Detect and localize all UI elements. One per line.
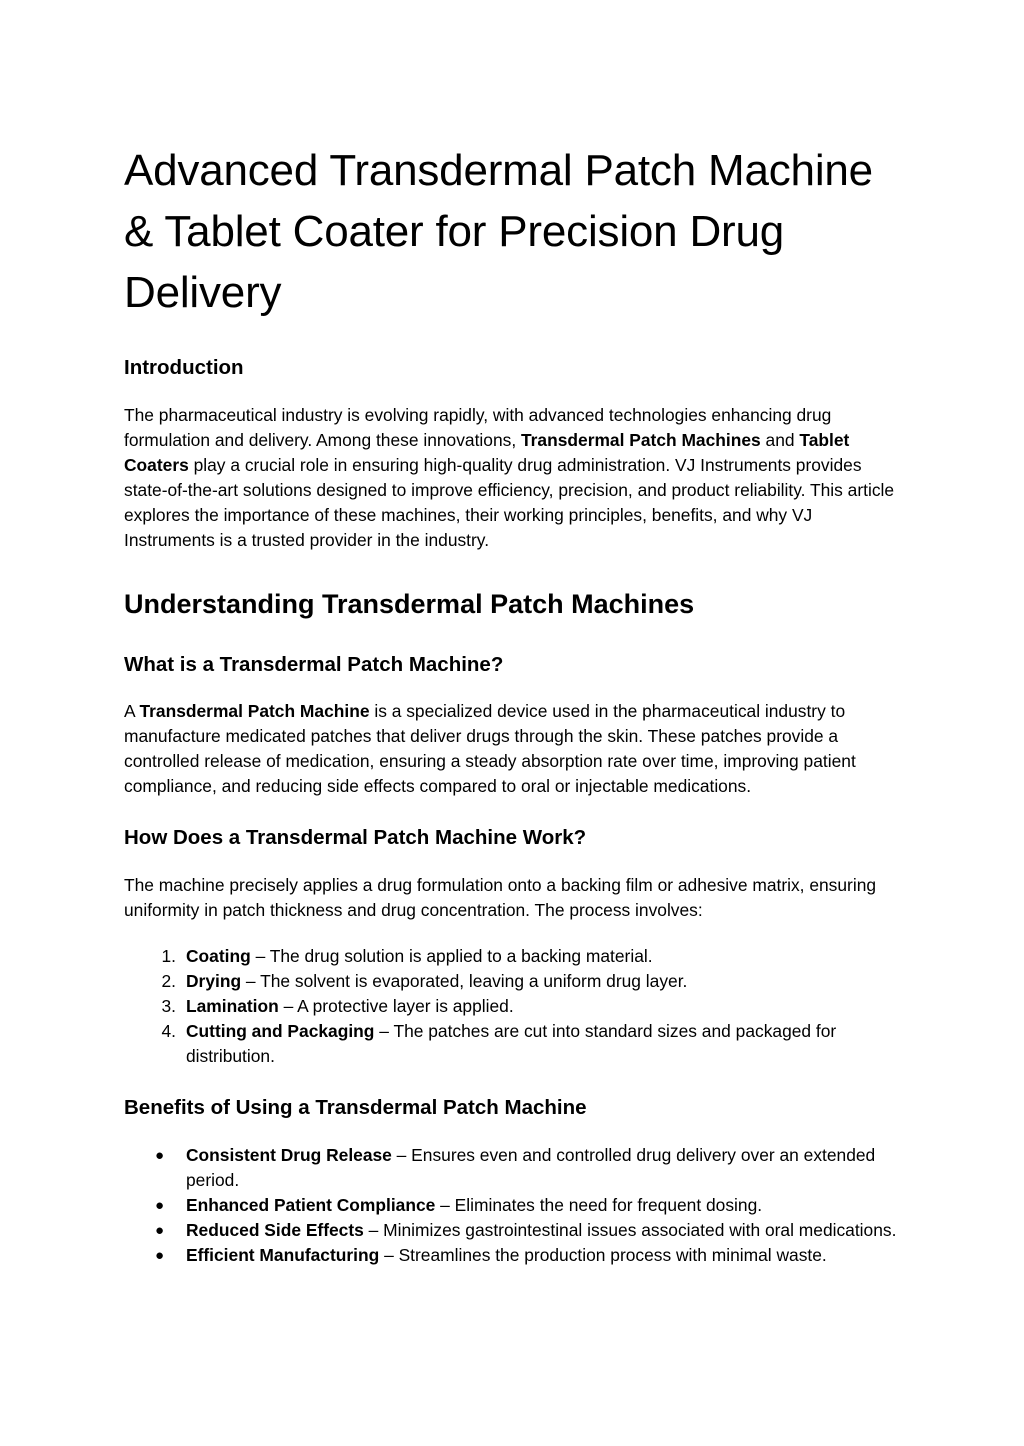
- step-desc: – The patches are cut into standard sizes and packaged for distribution.: [186, 1021, 837, 1066]
- benefit-desc: – Minimizes gastrointestinal issues associated with oral medications.: [363, 1220, 897, 1240]
- list-number: 3.: [161, 996, 176, 1016]
- benefit-term: Reduced Side Effects: [186, 1220, 364, 1240]
- intro-bold-tablet-coaters: Tablet Coaters: [124, 430, 850, 475]
- what-text-1: A: [124, 701, 140, 721]
- list-item: [124, 1193, 900, 1218]
- bullet-icon: ●: [155, 1147, 165, 1164]
- bullet-icon: ●: [155, 1197, 165, 1214]
- step-term: Cutting and Packaging: [186, 1021, 375, 1041]
- list-item: [124, 1218, 900, 1243]
- introduction-heading: Introduction: [124, 356, 244, 379]
- list-item: [124, 1243, 900, 1268]
- benefit-term: Efficient Manufacturing: [186, 1245, 380, 1265]
- list-item: [124, 944, 900, 969]
- how-it-works-paragraph: The machine precisely applies a drug formulation onto a backing film or adhesive matrix, ensuring uniformity in patch thickness and drug concentration. The process involves:: [124, 875, 877, 920]
- benefit-desc: – Eliminates the need for frequent dosing.: [435, 1195, 763, 1215]
- list-item: [124, 1143, 900, 1193]
- intro-text-3: play a crucial role in ensuring high-quality drug administration. VJ Instruments provides state-of-the-art solutions designed to improve efficiency, precision, and product reliability. This article explores the importance of these machines, their working principles, benefits, and why VJ Instruments is a trusted provider in the industry.: [124, 455, 895, 550]
- what-is-heading: What is a Transdermal Patch Machine?: [124, 653, 504, 676]
- section-heading-understanding: Understanding Transdermal Patch Machines: [124, 589, 695, 619]
- step-desc: – The drug solution is applied to a backing material.: [250, 946, 653, 966]
- intro-bold-transdermal: Transdermal Patch Machines: [521, 430, 761, 450]
- list-item: [124, 994, 900, 1019]
- benefit-term: Consistent Drug Release: [186, 1145, 392, 1165]
- benefits-list: [124, 1143, 900, 1268]
- step-term: Drying: [186, 971, 242, 991]
- step-term: Coating: [186, 946, 251, 966]
- bullet-icon: ●: [155, 1222, 165, 1239]
- step-desc: – A protective layer is applied.: [278, 996, 514, 1016]
- process-steps-list: [124, 944, 900, 1069]
- intro-text-1: The pharmaceutical industry is evolving rapidly, with advanced technologies enhancing drug formulation and delivery. Among these innovations,: [124, 405, 832, 450]
- document-title: Advanced Transdermal Patch Machine & Tablet Coater for Precision Drug Delivery: [124, 146, 873, 317]
- list-number: 2.: [161, 971, 176, 991]
- benefit-desc: – Ensures even and controlled drug delivery over an extended period.: [186, 1145, 876, 1190]
- benefit-desc: – Streamlines the production process with minimal waste.: [379, 1245, 827, 1265]
- benefit-term: Enhanced Patient Compliance: [186, 1195, 436, 1215]
- what-text-2: is a specialized device used in the pharmaceutical industry to manufacture medicated patches that deliver drugs through the skin. These patches provide a controlled release of medication, ensuring a steady absorption rate over time, improving patient compliance, and reducing side effects compared to oral or injectable medications.: [124, 701, 856, 796]
- document-page: [124, 140, 900, 1268]
- list-number: 1.: [161, 946, 176, 966]
- how-it-works-heading: How Does a Transdermal Patch Machine Work?: [124, 826, 587, 849]
- introduction-paragraph: [124, 403, 900, 553]
- step-desc: – The solvent is evaporated, leaving a uniform drug layer.: [241, 971, 688, 991]
- intro-text-2: and: [760, 430, 800, 450]
- bullet-icon: ●: [155, 1247, 165, 1264]
- benefits-heading: Benefits of Using a Transdermal Patch Machine: [124, 1096, 587, 1119]
- list-number: 4.: [161, 1021, 176, 1041]
- list-item: [124, 1019, 900, 1069]
- list-item: [124, 969, 900, 994]
- what-bold-term: Transdermal Patch Machine: [139, 701, 370, 721]
- step-term: Lamination: [186, 996, 279, 1016]
- what-is-paragraph: [124, 699, 900, 799]
